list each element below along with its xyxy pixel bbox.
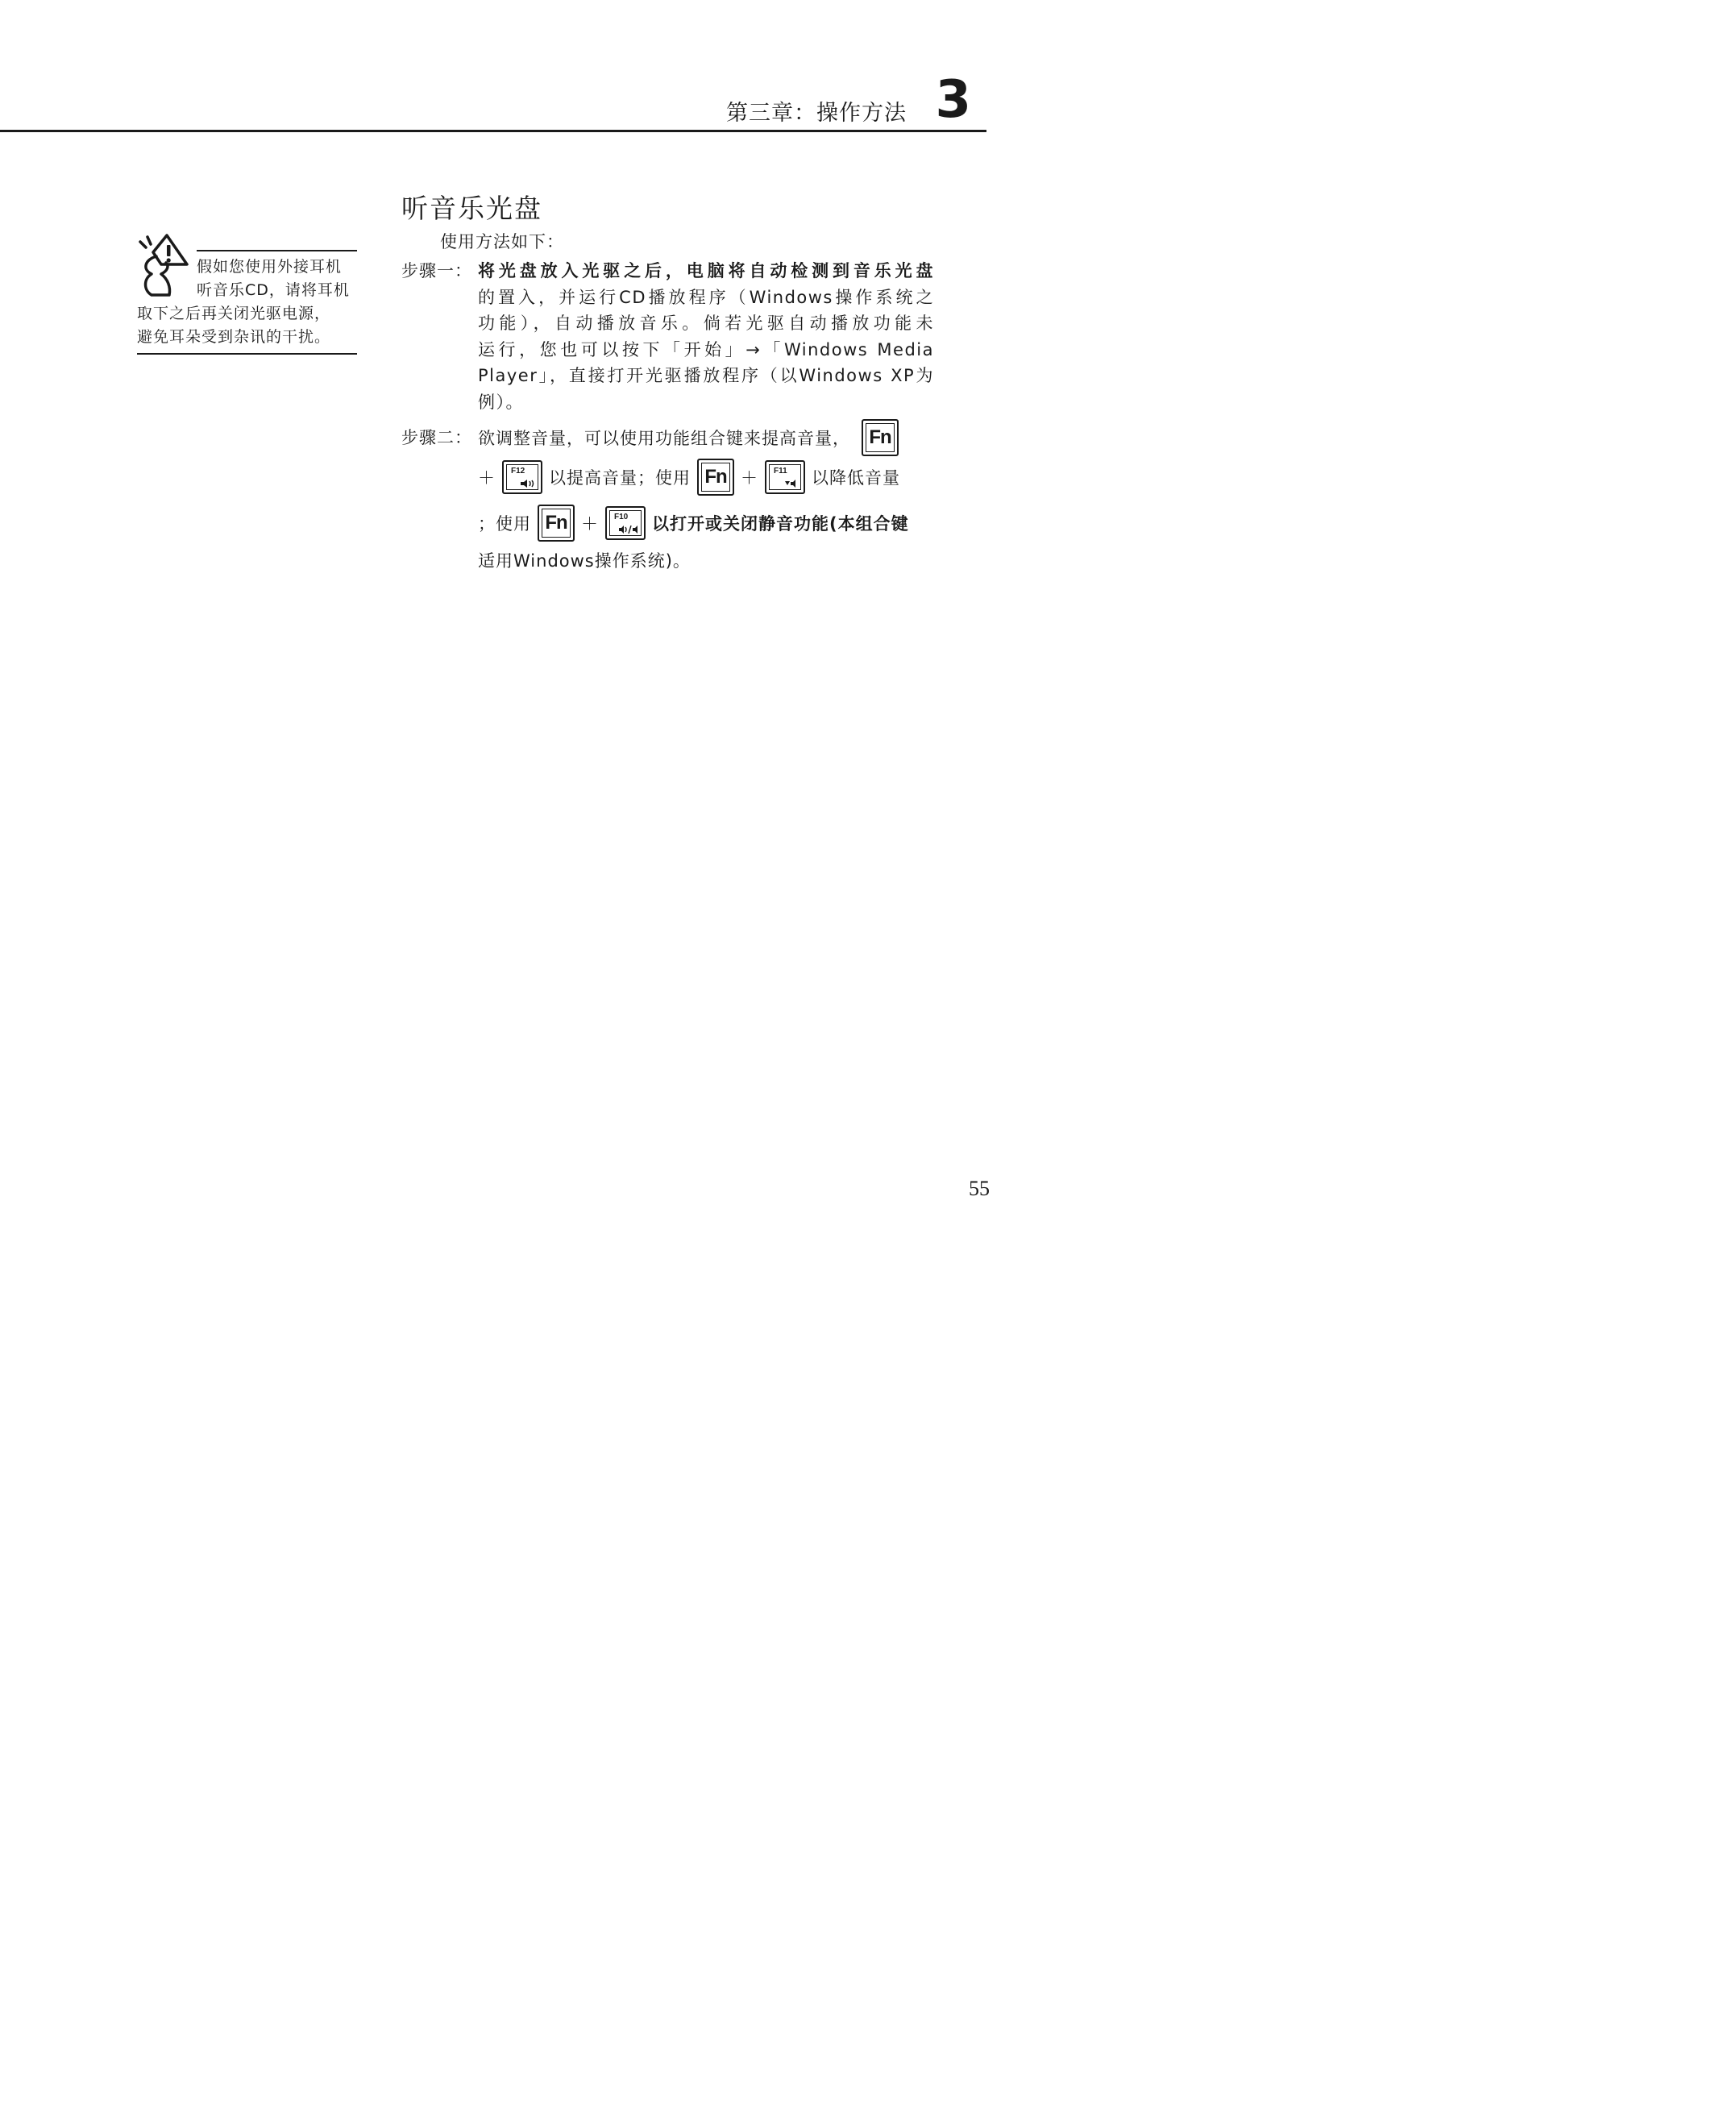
step-two-line-1 [478, 419, 899, 456]
step-two-line-4 [478, 548, 691, 572]
note-line: 听音乐CD，请将耳机 [197, 281, 350, 299]
step-two-text: 适用Windows操作系统)。 [478, 551, 691, 571]
chapter-title: 第三章：操作方法 [726, 101, 907, 126]
step-two-text: ；使用 [478, 514, 531, 534]
step-one-line: 将光盘放入光驱之后，电脑将自动检测到音乐光盘 [478, 261, 934, 280]
fn-key-icon: Fn [538, 505, 575, 542]
f10-key-icon [605, 506, 646, 540]
step-two-label: 步骤二： [401, 428, 472, 447]
page-number: 55 [969, 1177, 990, 1200]
step-one-line: 功能），自动播放音乐。倘若光驱自动播放功能未 [478, 314, 934, 333]
step-two-text: 以打开或关闭静音功能(本组合键 [652, 514, 909, 534]
step-two-line-2 [478, 459, 900, 496]
step-two-text: 欲调整音量，可以使用功能组合键来提高音量， [478, 429, 850, 448]
note-line: 避免耳朵受到杂讯的干扰。 [137, 328, 331, 346]
f11-key-icon [765, 460, 805, 494]
fn-key-icon: Fn [862, 419, 899, 456]
note-line: 假如您使用外接耳机 [197, 258, 343, 276]
section-title: 听音乐光盘 [401, 193, 542, 224]
step-one-line: Player」，直接打开光驱播放程序（以Windows XP为 [478, 366, 934, 385]
step-one-line: 的置入，并运行CD播放程序（Windows操作系统之 [478, 287, 934, 307]
note-line: 取下之后再关闭光驱电源， [137, 305, 331, 322]
f11-key-label: F11 [774, 467, 787, 476]
step-one-body [478, 258, 934, 415]
mute-toggle-icon [619, 526, 638, 534]
note-text [137, 255, 357, 349]
plus-sign: ＋ [478, 468, 496, 488]
header-divider [0, 130, 986, 132]
note-top-rule [197, 250, 357, 251]
step-one-line: 例）。 [478, 392, 524, 412]
chapter-number: 3 [935, 70, 971, 130]
fn-key-icon: Fn [697, 459, 734, 496]
step-two-text: 以降低音量 [812, 468, 900, 488]
volume-down-icon [785, 480, 798, 488]
f12-key-icon [502, 460, 542, 494]
step-two-text: 以提高音量；使用 [549, 468, 691, 488]
section-intro: 使用方法如下： [440, 232, 564, 251]
plus-sign: ＋ [741, 468, 758, 488]
f10-key-label: F10 [614, 513, 629, 521]
note-bottom-rule [137, 353, 357, 355]
step-two-line-3 [478, 505, 909, 542]
plus-sign: ＋ [581, 514, 599, 534]
step-one-label: 步骤一： [401, 261, 472, 280]
step-one-line: 运行，您也可以按下「开始」→「Windows Media [478, 339, 934, 359]
volume-up-icon [521, 480, 535, 488]
f12-key-label: F12 [511, 467, 525, 476]
